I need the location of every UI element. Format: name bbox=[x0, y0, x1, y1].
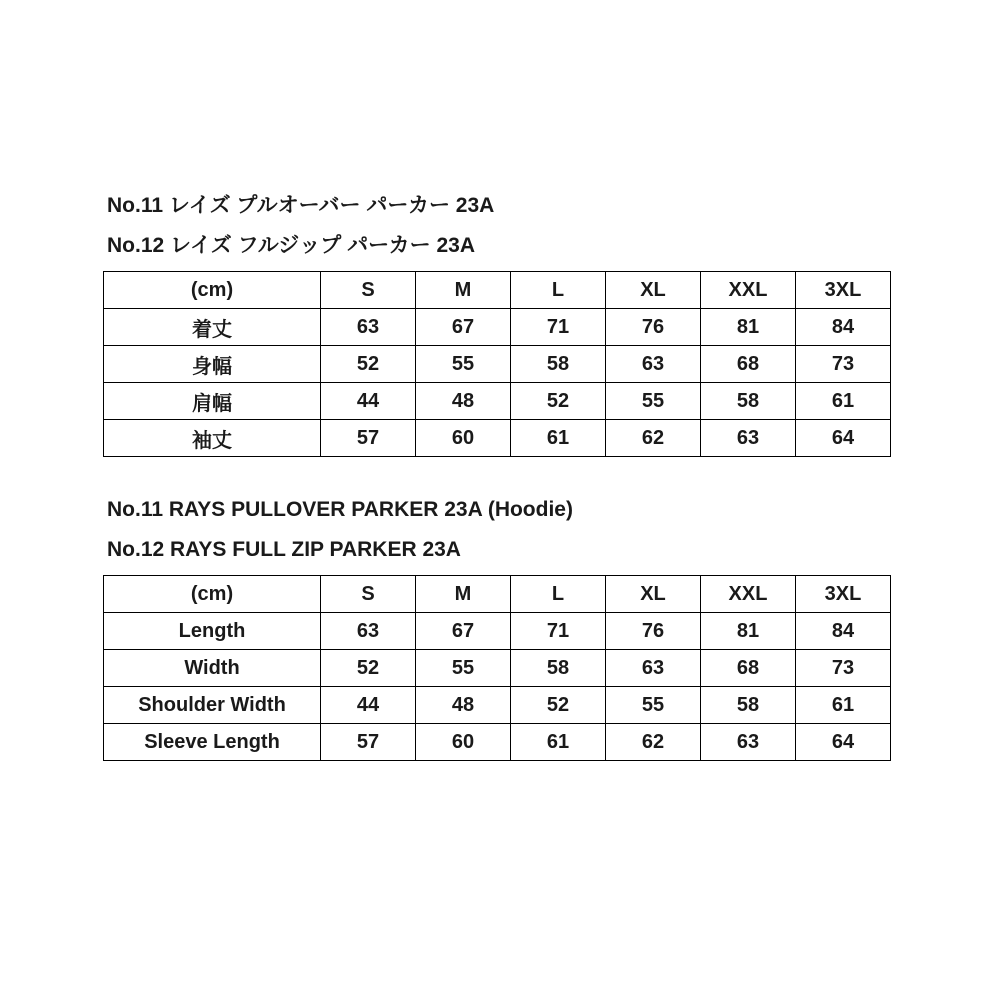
table-row bbox=[104, 687, 891, 724]
cell-value: 73 bbox=[796, 346, 891, 383]
en-table-header-row bbox=[104, 576, 891, 613]
cell-value: 68 bbox=[701, 650, 796, 687]
en-title-no12: No.12 RAYS FULL ZIP PARKER 23A bbox=[107, 538, 461, 561]
cell-value: 63 bbox=[606, 346, 701, 383]
document-content bbox=[103, 186, 891, 761]
cell-value: 57 bbox=[321, 420, 416, 457]
jp-size-header-xl: XL bbox=[606, 272, 701, 309]
cell-value: 71 bbox=[511, 613, 606, 650]
en-title-no11: No.11 RAYS PULLOVER PARKER 23A (Hoodie) bbox=[107, 498, 573, 521]
jp-size-header-xxl: XXL bbox=[701, 272, 796, 309]
cell-value: 52 bbox=[511, 687, 606, 724]
cell-value: 63 bbox=[606, 650, 701, 687]
cell-value: 67 bbox=[416, 613, 511, 650]
jp-size-header-3xl: 3XL bbox=[796, 272, 891, 309]
cell-value: 55 bbox=[416, 346, 511, 383]
row-label: Shoulder Width bbox=[104, 687, 321, 724]
cell-value: 52 bbox=[321, 346, 416, 383]
cell-value: 68 bbox=[701, 346, 796, 383]
jp-table-header-row bbox=[104, 272, 891, 309]
jp-title-no12: No.12 レイズ フルジップ パーカー 23A bbox=[107, 234, 476, 257]
row-label: 袖丈 bbox=[104, 420, 321, 457]
table-row bbox=[104, 650, 891, 687]
row-label: Sleeve Length bbox=[104, 724, 321, 761]
cell-value: 58 bbox=[701, 687, 796, 724]
row-label: 身幅 bbox=[104, 346, 321, 383]
cell-value: 60 bbox=[416, 420, 511, 457]
table-row bbox=[104, 383, 891, 420]
cell-value: 58 bbox=[511, 650, 606, 687]
cell-value: 57 bbox=[321, 724, 416, 761]
cell-value: 76 bbox=[606, 309, 701, 346]
en-size-header-xl: XL bbox=[606, 576, 701, 613]
en-section bbox=[103, 490, 891, 761]
table-row bbox=[104, 613, 891, 650]
cell-value: 48 bbox=[416, 687, 511, 724]
cell-value: 58 bbox=[511, 346, 606, 383]
cell-value: 52 bbox=[511, 383, 606, 420]
cell-value: 61 bbox=[796, 687, 891, 724]
en-unit-header-cell: (cm) bbox=[104, 576, 321, 613]
en-size-header-l: L bbox=[511, 576, 606, 613]
cell-value: 67 bbox=[416, 309, 511, 346]
cell-value: 71 bbox=[511, 309, 606, 346]
table-row bbox=[104, 724, 891, 761]
cell-value: 63 bbox=[321, 309, 416, 346]
cell-value: 64 bbox=[796, 420, 891, 457]
jp-size-header-l: L bbox=[511, 272, 606, 309]
cell-value: 61 bbox=[511, 724, 606, 761]
row-label: 着丈 bbox=[104, 309, 321, 346]
jp-title-no11: No.11 レイズ プルオーバー パーカー 23A bbox=[107, 194, 495, 217]
cell-value: 73 bbox=[796, 650, 891, 687]
cell-value: 61 bbox=[511, 420, 606, 457]
cell-value: 62 bbox=[606, 420, 701, 457]
cell-value: 81 bbox=[701, 613, 796, 650]
jp-size-header-m: M bbox=[416, 272, 511, 309]
cell-value: 52 bbox=[321, 650, 416, 687]
cell-value: 81 bbox=[701, 309, 796, 346]
table-row bbox=[104, 346, 891, 383]
en-size-table bbox=[103, 575, 891, 761]
jp-unit-header-cell: (cm) bbox=[104, 272, 321, 309]
cell-value: 62 bbox=[606, 724, 701, 761]
jp-section bbox=[103, 186, 891, 457]
cell-value: 76 bbox=[606, 613, 701, 650]
cell-value: 63 bbox=[701, 420, 796, 457]
jp-size-header-s: S bbox=[321, 272, 416, 309]
cell-value: 61 bbox=[796, 383, 891, 420]
row-label: Width bbox=[104, 650, 321, 687]
table-row bbox=[104, 420, 891, 457]
jp-size-table bbox=[103, 271, 891, 457]
cell-value: 84 bbox=[796, 613, 891, 650]
cell-value: 63 bbox=[701, 724, 796, 761]
table-row bbox=[104, 309, 891, 346]
row-label: Length bbox=[104, 613, 321, 650]
cell-value: 44 bbox=[321, 687, 416, 724]
cell-value: 60 bbox=[416, 724, 511, 761]
row-label: 肩幅 bbox=[104, 383, 321, 420]
cell-value: 48 bbox=[416, 383, 511, 420]
cell-value: 64 bbox=[796, 724, 891, 761]
en-size-header-3xl: 3XL bbox=[796, 576, 891, 613]
cell-value: 55 bbox=[416, 650, 511, 687]
cell-value: 55 bbox=[606, 687, 701, 724]
cell-value: 58 bbox=[701, 383, 796, 420]
cell-value: 44 bbox=[321, 383, 416, 420]
en-size-header-s: S bbox=[321, 576, 416, 613]
en-size-header-m: M bbox=[416, 576, 511, 613]
cell-value: 63 bbox=[321, 613, 416, 650]
en-size-header-xxl: XXL bbox=[701, 576, 796, 613]
cell-value: 84 bbox=[796, 309, 891, 346]
cell-value: 55 bbox=[606, 383, 701, 420]
